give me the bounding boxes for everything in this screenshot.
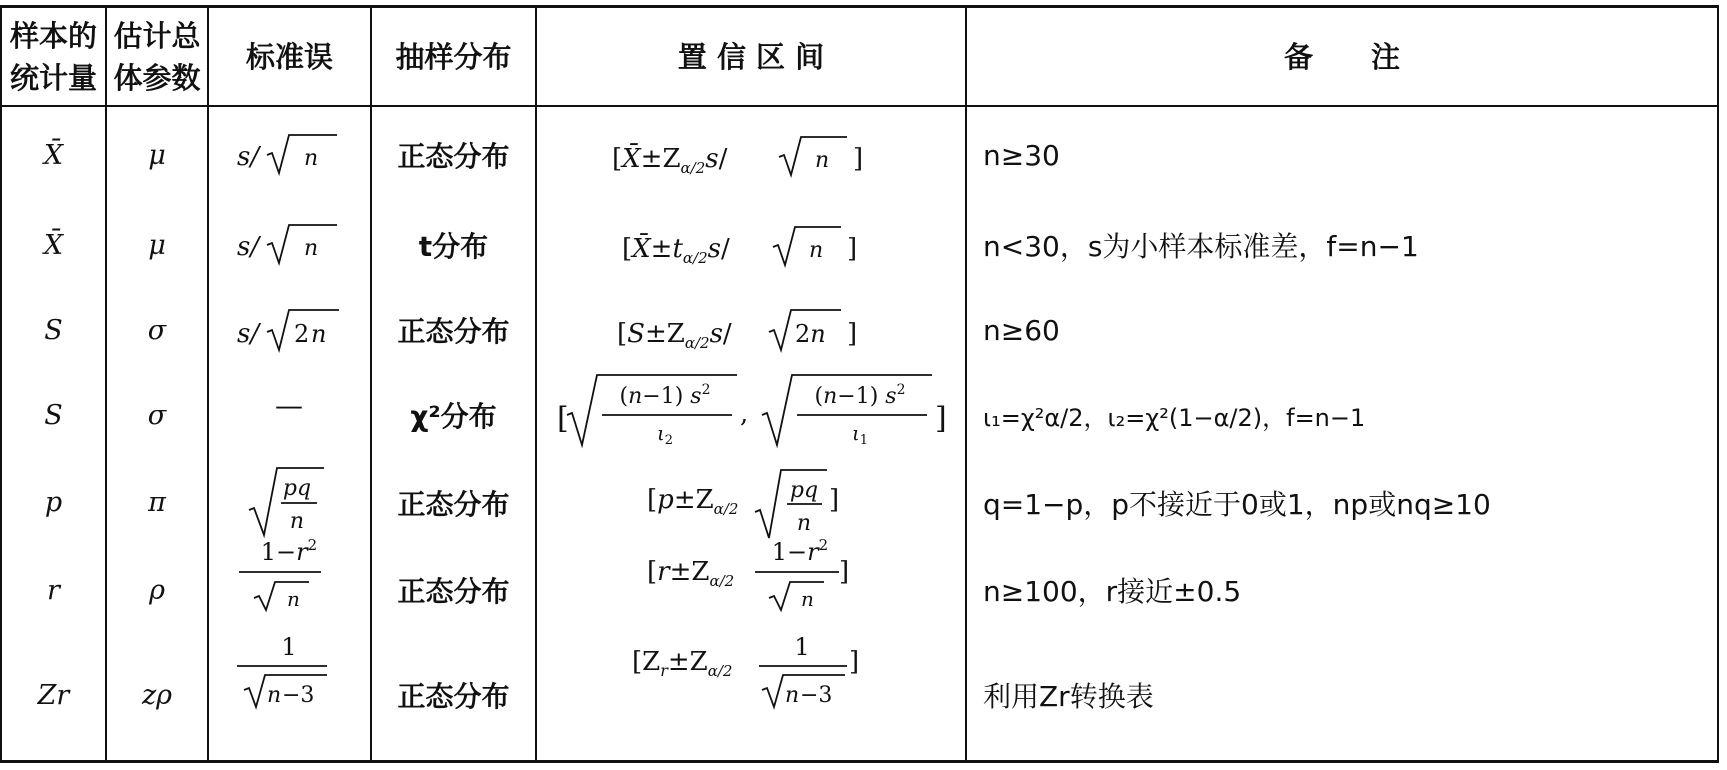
svg-text:]: ] (847, 234, 858, 264)
row3-param: σ (147, 314, 167, 346)
row3-note: n≥60 (983, 313, 1060, 347)
row1-param: μ (148, 139, 166, 171)
svg-text:[X̄±tα/2s/: [$X̄\pm t_{\alpha/2}s/$ (622, 234, 730, 267)
row5-distribution: 正态分布 (397, 487, 510, 521)
svg-text:s/: s/ (237, 232, 260, 262)
confidence-interval-formulas (537, 110, 965, 760)
svg-text:n: n (287, 587, 300, 611)
svg-text:s/: s/ (237, 142, 260, 172)
row6-param: ρ (149, 574, 165, 606)
svg-text:n: n (815, 148, 830, 173)
svg-text:pq: pq (282, 476, 312, 501)
row7-note: 利用Zr转换表 (983, 680, 1154, 713)
header-stat-line2: 统计量 (9, 60, 97, 95)
row4-distribution: χ²分布 (410, 400, 497, 433)
table-right-rule (1717, 5, 1719, 763)
svg-text:ι2: $\iota_2$ (656, 421, 674, 448)
svg-text:n: n (289, 509, 305, 534)
svg-text:]: ] (935, 401, 947, 436)
row7-se-formula (237, 633, 327, 708)
row5-stat: p (44, 487, 63, 518)
svg-text:s/: s/ (237, 319, 260, 349)
svg-text:2n: 2n (795, 320, 826, 348)
row5-note: q=1−p，p不接近于0或1，np或nq≥10 (983, 487, 1491, 521)
row7-ci-formula (632, 633, 859, 708)
svg-text:n: n (785, 683, 800, 708)
row4-param: σ (147, 399, 167, 431)
row1-distribution: 正态分布 (397, 140, 510, 173)
header-param-line2: 体参数 (113, 60, 201, 95)
svg-text:[: [ (557, 401, 569, 436)
svg-text:pq: pq (789, 478, 819, 503)
row7-distribution: 正态分布 (397, 680, 510, 713)
svg-text:]: ] (839, 557, 850, 587)
svg-text:(n−1) s2: (n−1) $s^2$ (619, 382, 711, 409)
row2-se-formula (237, 225, 337, 263)
svg-text:1−r2: $1-r^2$ (260, 536, 318, 566)
svg-text:n: n (801, 587, 814, 611)
header-sampling-distribution: 抽样分布 (395, 39, 512, 74)
header-param-line1: 估计总 (113, 18, 201, 53)
svg-text:,: , (740, 399, 749, 429)
svg-text:2: 2 (294, 320, 310, 348)
row5-se-formula (249, 468, 324, 535)
row1-note: n≥30 (983, 138, 1060, 172)
svg-text:ι1: $\iota_1$ (851, 421, 869, 448)
svg-text:1−r2: $1-r^2$ (771, 536, 829, 566)
row1-ci-formula (612, 137, 863, 177)
svg-text:]: ] (847, 319, 858, 349)
row3-se-formula (237, 310, 339, 350)
row6-ci-formula (647, 536, 849, 611)
svg-text:−3: −3 (800, 683, 833, 708)
row2-ci-formula (622, 227, 857, 267)
svg-text:n: n (809, 238, 824, 263)
svg-text:[p±Zα/2: [$p\pm Z_{\alpha/2}$ (647, 485, 739, 518)
svg-text:(n−1) s2: (n−1) $s^2$ (814, 382, 906, 409)
svg-text:n: n (796, 511, 812, 536)
row4-ci-formula (557, 375, 947, 448)
row3-ci-formula (617, 310, 857, 352)
svg-text:n: n (267, 683, 282, 708)
row2-stat: X̄ (43, 229, 64, 261)
row7-param: zρ (141, 679, 173, 711)
row6-note: n≥100，r接近±0.5 (983, 575, 1242, 608)
header-param (107, 8, 207, 105)
svg-text:]: ] (829, 485, 840, 515)
svg-text:[Zr±Zα/2: [$Z_r\pm Z_{\alpha/2}$ (632, 647, 733, 680)
statistics-table (0, 5, 1719, 763)
svg-text:[r±Zα/2: [$r\pm Z_{\alpha/2}$ (647, 557, 735, 590)
row7-stat: Zr (37, 679, 70, 711)
header-rule (0, 105, 1719, 107)
row4-stat: S (44, 399, 63, 431)
svg-text:]: ] (853, 144, 864, 174)
header-stat (2, 8, 105, 105)
header-confidence-interval: 置 信 区 间 (677, 39, 825, 74)
row4-se-dash: — (275, 389, 303, 422)
row2-note: n<30，s为小样本标准差，f=n−1 (983, 230, 1419, 263)
header-notes: 备 注 (1283, 39, 1400, 74)
row6-se-formula (239, 536, 321, 611)
row1-stat: X̄ (43, 139, 64, 171)
svg-text:n: n (304, 236, 319, 261)
row1-se-formula (237, 135, 337, 173)
row5-param: π (148, 487, 166, 518)
header-standard-error: 标准误 (245, 39, 333, 74)
table-bottom-rule (0, 760, 1719, 763)
row5-ci-formula (647, 470, 839, 538)
svg-text:n: n (311, 320, 327, 348)
svg-text:[S±Zα/2s/: [$S\pm Z_{\alpha/2}s/$ (617, 319, 732, 352)
row3-stat: S (44, 314, 63, 346)
svg-text:[X̄±Zα/2s/: [$X̄\pm Z_{\alpha/2}s/$ (612, 144, 728, 177)
row6-distribution: 正态分布 (397, 575, 510, 608)
header-stat-line1: 样本的 (9, 18, 97, 53)
standard-error-formulas (209, 110, 370, 760)
row3-distribution: 正态分布 (397, 315, 510, 348)
row6-stat: r (47, 574, 60, 606)
row2-param: μ (148, 229, 166, 261)
svg-text:n: n (304, 146, 319, 171)
svg-text:1: 1 (794, 633, 810, 661)
row4-note: ι₁=χ²α/2，ι₂=χ²(1−α/2)，f=n−1 (983, 403, 1366, 432)
row2-distribution: t分布 (418, 230, 489, 263)
svg-text:−3: −3 (282, 683, 315, 708)
svg-text:1: 1 (281, 633, 297, 661)
svg-text:]: ] (849, 647, 860, 677)
